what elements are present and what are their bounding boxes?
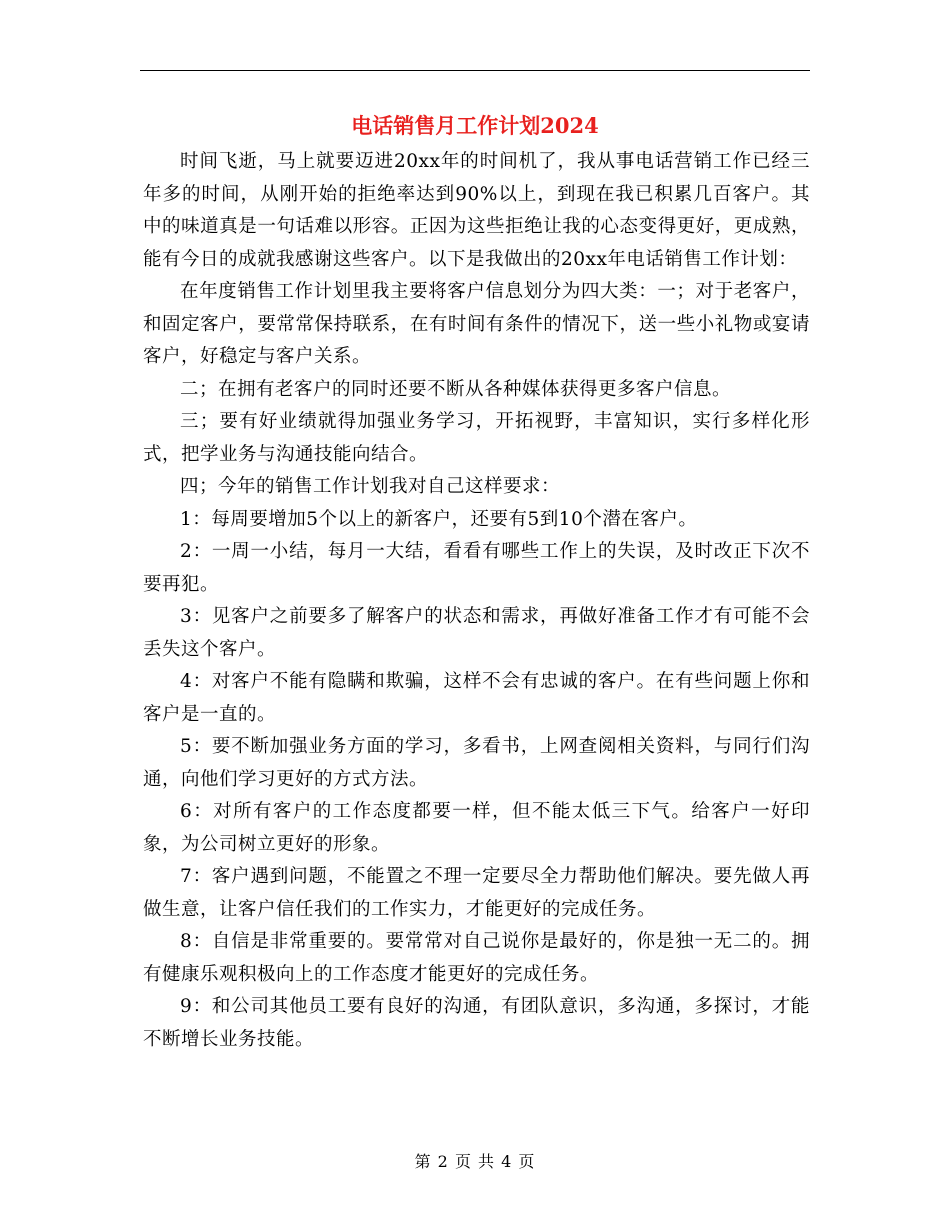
document-body <box>143 146 810 1056</box>
document-title: 电话销售月工作计划2024 <box>351 113 599 138</box>
list-item-8: 8：自信是非常重要的。要常常对自己说你是最好的，你是独一无二的。拥有健康乐观积极向上的工作态度才能更好的完成任务。 <box>143 931 810 985</box>
list-item-9: 9：和公司其他员工要有良好的沟通，有团队意识，多沟通，多探讨，才能不断增长业务技能。 <box>143 996 810 1050</box>
paragraph-category-three: 三；要有好业绩就得加强业务学习，开拓视野，丰富知识，实行多样化形式，把学业务与沟通技能向结合。 <box>143 411 810 465</box>
list-item-1: 1：每周要增加5个以上的新客户，还要有5到10个潜在客户。 <box>180 508 698 530</box>
paragraph-categories: 在年度销售工作计划里我主要将客户信息划分为四大类：一；对于老客户，和固定客户，要常常保持联系，在有时间有条件的情况下，送一些小礼物或宴请客户，好稳定与客户关系。 <box>143 281 810 367</box>
list-item-3: 3：见客户之前要多了解客户的状态和需求，再做好准备工作才有可能不会丢失这个客户。 <box>143 606 810 660</box>
list-item-4: 4：对客户不能有隐瞒和欺骗，这样不会有忠诚的客户。在有些问题上你和客户是一直的。 <box>143 671 810 725</box>
paragraph-category-four: 四；今年的销售工作计划我对自己这样要求： <box>180 476 561 497</box>
header-rule <box>140 70 810 71</box>
paragraph-intro: 时间飞逝，马上就要迈进20xx年的时间机了，我从事电话营销工作已经三年多的时间，从刚开始的拒绝率达到90%以上，到现在我已积累几百客户。其中的味道真是一句话难以形容。正因为这些拒绝让我的心态变得更好，更成熟，能有今日的成就我感谢这些客户。以下是我做出的20xx年电话销售工作计划： <box>143 151 810 270</box>
paragraph-category-two: 二；在拥有老客户的同时还要不断从各种媒体获得更多客户信息。 <box>180 378 732 400</box>
page-number: 第 2 页 共 4 页 <box>414 1152 536 1171</box>
list-item-5: 5：要不断加强业务方面的学习，多看书，上网查阅相关资料，与同行们沟通，向他们学习更好的方式方法。 <box>143 736 810 790</box>
list-item-7: 7：客户遇到问题，不能置之不理一定要尽全力帮助他们解决。要先做人再做生意，让客户信任我们的工作实力，才能更好的完成任务。 <box>143 866 810 920</box>
list-item-6: 6：对所有客户的工作态度都要一样，但不能太低三下气。给客户一好印象，为公司树立更好的形象。 <box>143 801 810 855</box>
list-item-2: 2：一周一小结，每月一大结，看看有哪些工作上的失误，及时改正下次不要再犯。 <box>143 541 810 595</box>
